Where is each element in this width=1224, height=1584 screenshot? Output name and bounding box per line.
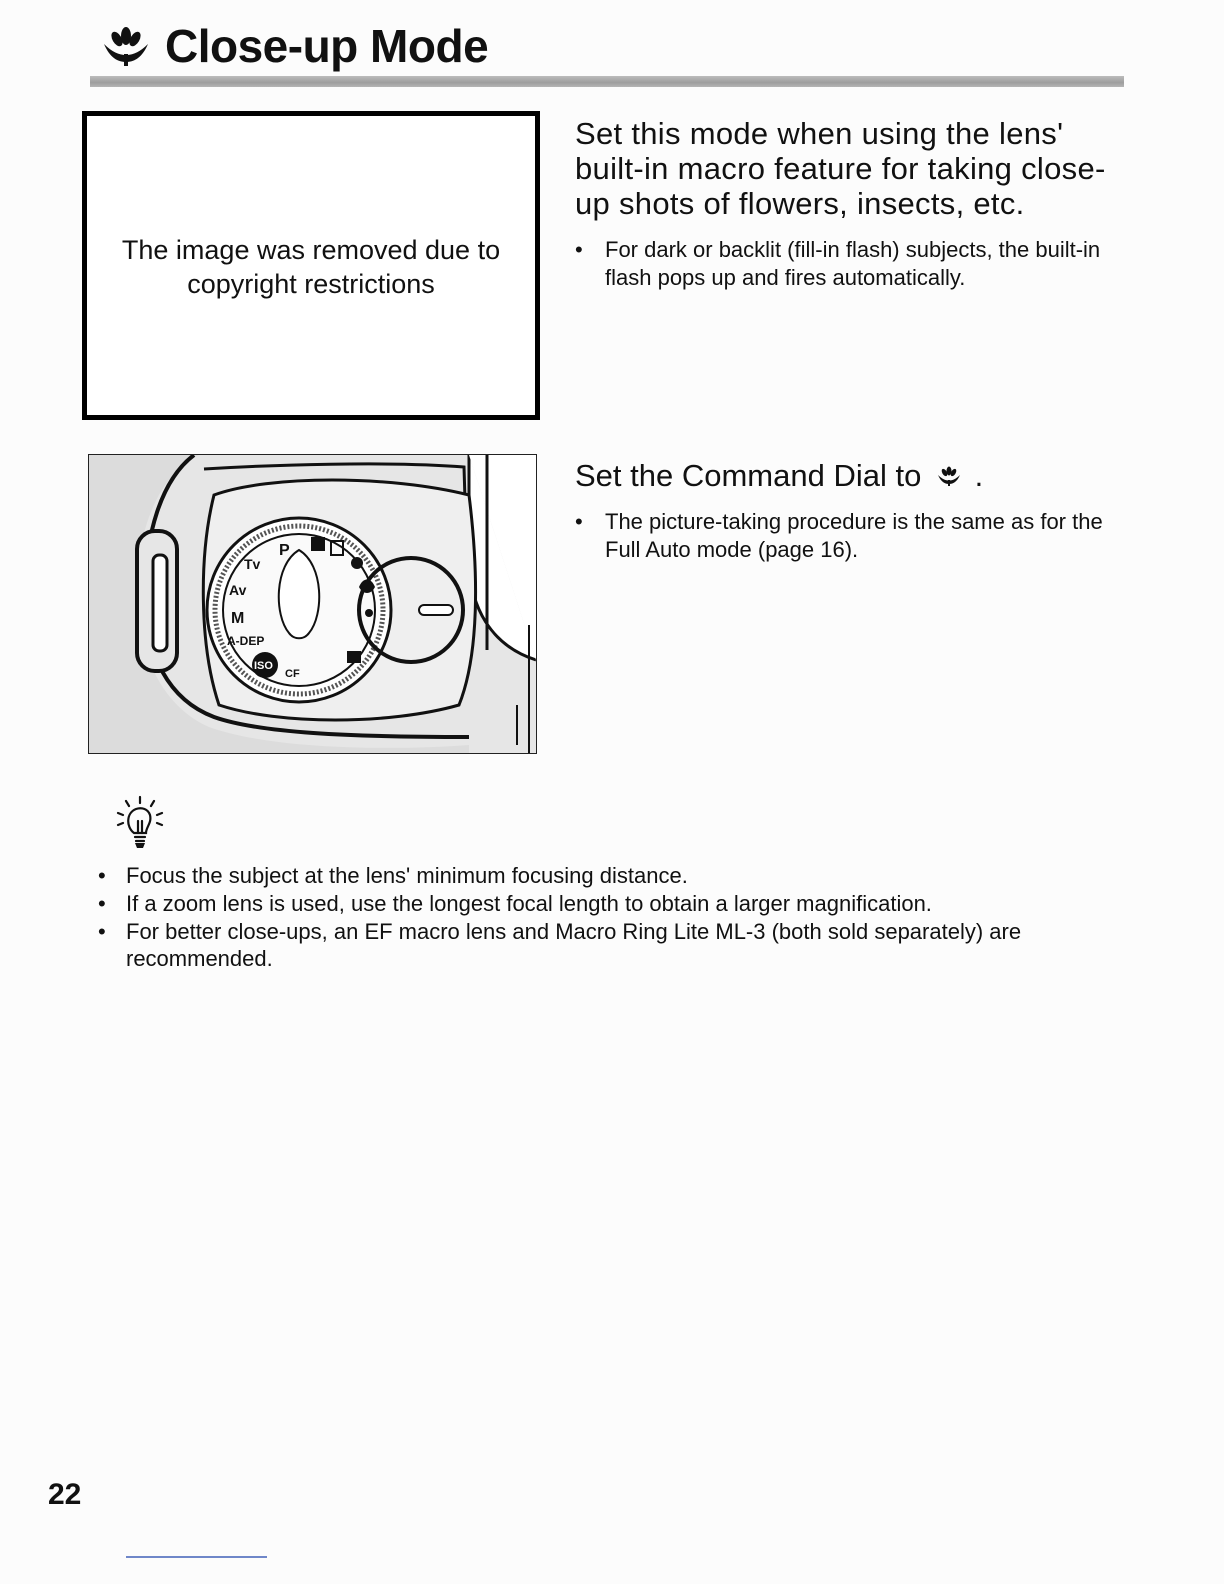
tip-text: Focus the subject at the lens' minimum focusing distance. bbox=[126, 863, 688, 888]
bullet-dot: • bbox=[98, 891, 106, 916]
camera-dial-illustration bbox=[89, 455, 536, 753]
tip-item bbox=[98, 918, 1128, 972]
dial-instruction-text: Set the Command Dial to bbox=[575, 458, 922, 493]
tip-text: For better close-ups, an EF macro lens and Macro Ring Lite ML-3 (both sold separately) are recommended. bbox=[126, 919, 1022, 971]
page-title: Close-up Mode bbox=[165, 20, 489, 72]
flower-macro-icon bbox=[936, 464, 962, 488]
tip-item bbox=[98, 890, 1128, 917]
removed-image-box bbox=[82, 111, 540, 420]
dial-label-tv: Tv bbox=[244, 556, 261, 572]
dial-label-m: M bbox=[231, 610, 245, 627]
bullet-dot: • bbox=[575, 237, 583, 262]
dial-index-mark bbox=[419, 605, 453, 615]
page-number: 22 bbox=[48, 1478, 82, 1511]
removed-image-notice: The image was removed due to copyright restrictions bbox=[121, 235, 501, 299]
dial-label-av: Av bbox=[229, 582, 247, 598]
dial-label-adep: A-DEP bbox=[227, 634, 265, 648]
dial-label-cf: CF bbox=[285, 668, 300, 680]
dial-instruction bbox=[575, 456, 983, 496]
tip-item bbox=[98, 862, 1128, 889]
dial-instruction-period: . bbox=[974, 458, 984, 493]
lightbulb-icon bbox=[112, 793, 172, 853]
dial-label-p: P bbox=[279, 542, 290, 559]
procedure-note-text: The picture-taking procedure is the same as for the Full Auto mode (page 16). bbox=[605, 509, 1103, 562]
bullet-dot: • bbox=[575, 509, 583, 534]
bullet-dot: • bbox=[98, 863, 106, 888]
procedure-note bbox=[575, 508, 1123, 568]
intro-paragraph: Set this mode when using the lens' built-in macro feature for taking close-up shots of flowers, insects, etc. bbox=[575, 116, 1106, 221]
bullet-dot: • bbox=[98, 919, 106, 944]
title-rule bbox=[90, 76, 1124, 87]
flower-macro-icon bbox=[100, 24, 152, 68]
flash-note-text: For dark or backlit (fill-in flash) subjects, the built-in flash pops up and fires automatically. bbox=[605, 237, 1101, 290]
flash-note bbox=[575, 236, 1123, 296]
command-dial-figure bbox=[88, 454, 537, 754]
bottom-rule bbox=[126, 1556, 267, 1558]
dial-label-iso: ISO bbox=[254, 660, 273, 672]
tip-text: If a zoom lens is used, use the longest focal length to obtain a larger magnification. bbox=[126, 891, 932, 916]
